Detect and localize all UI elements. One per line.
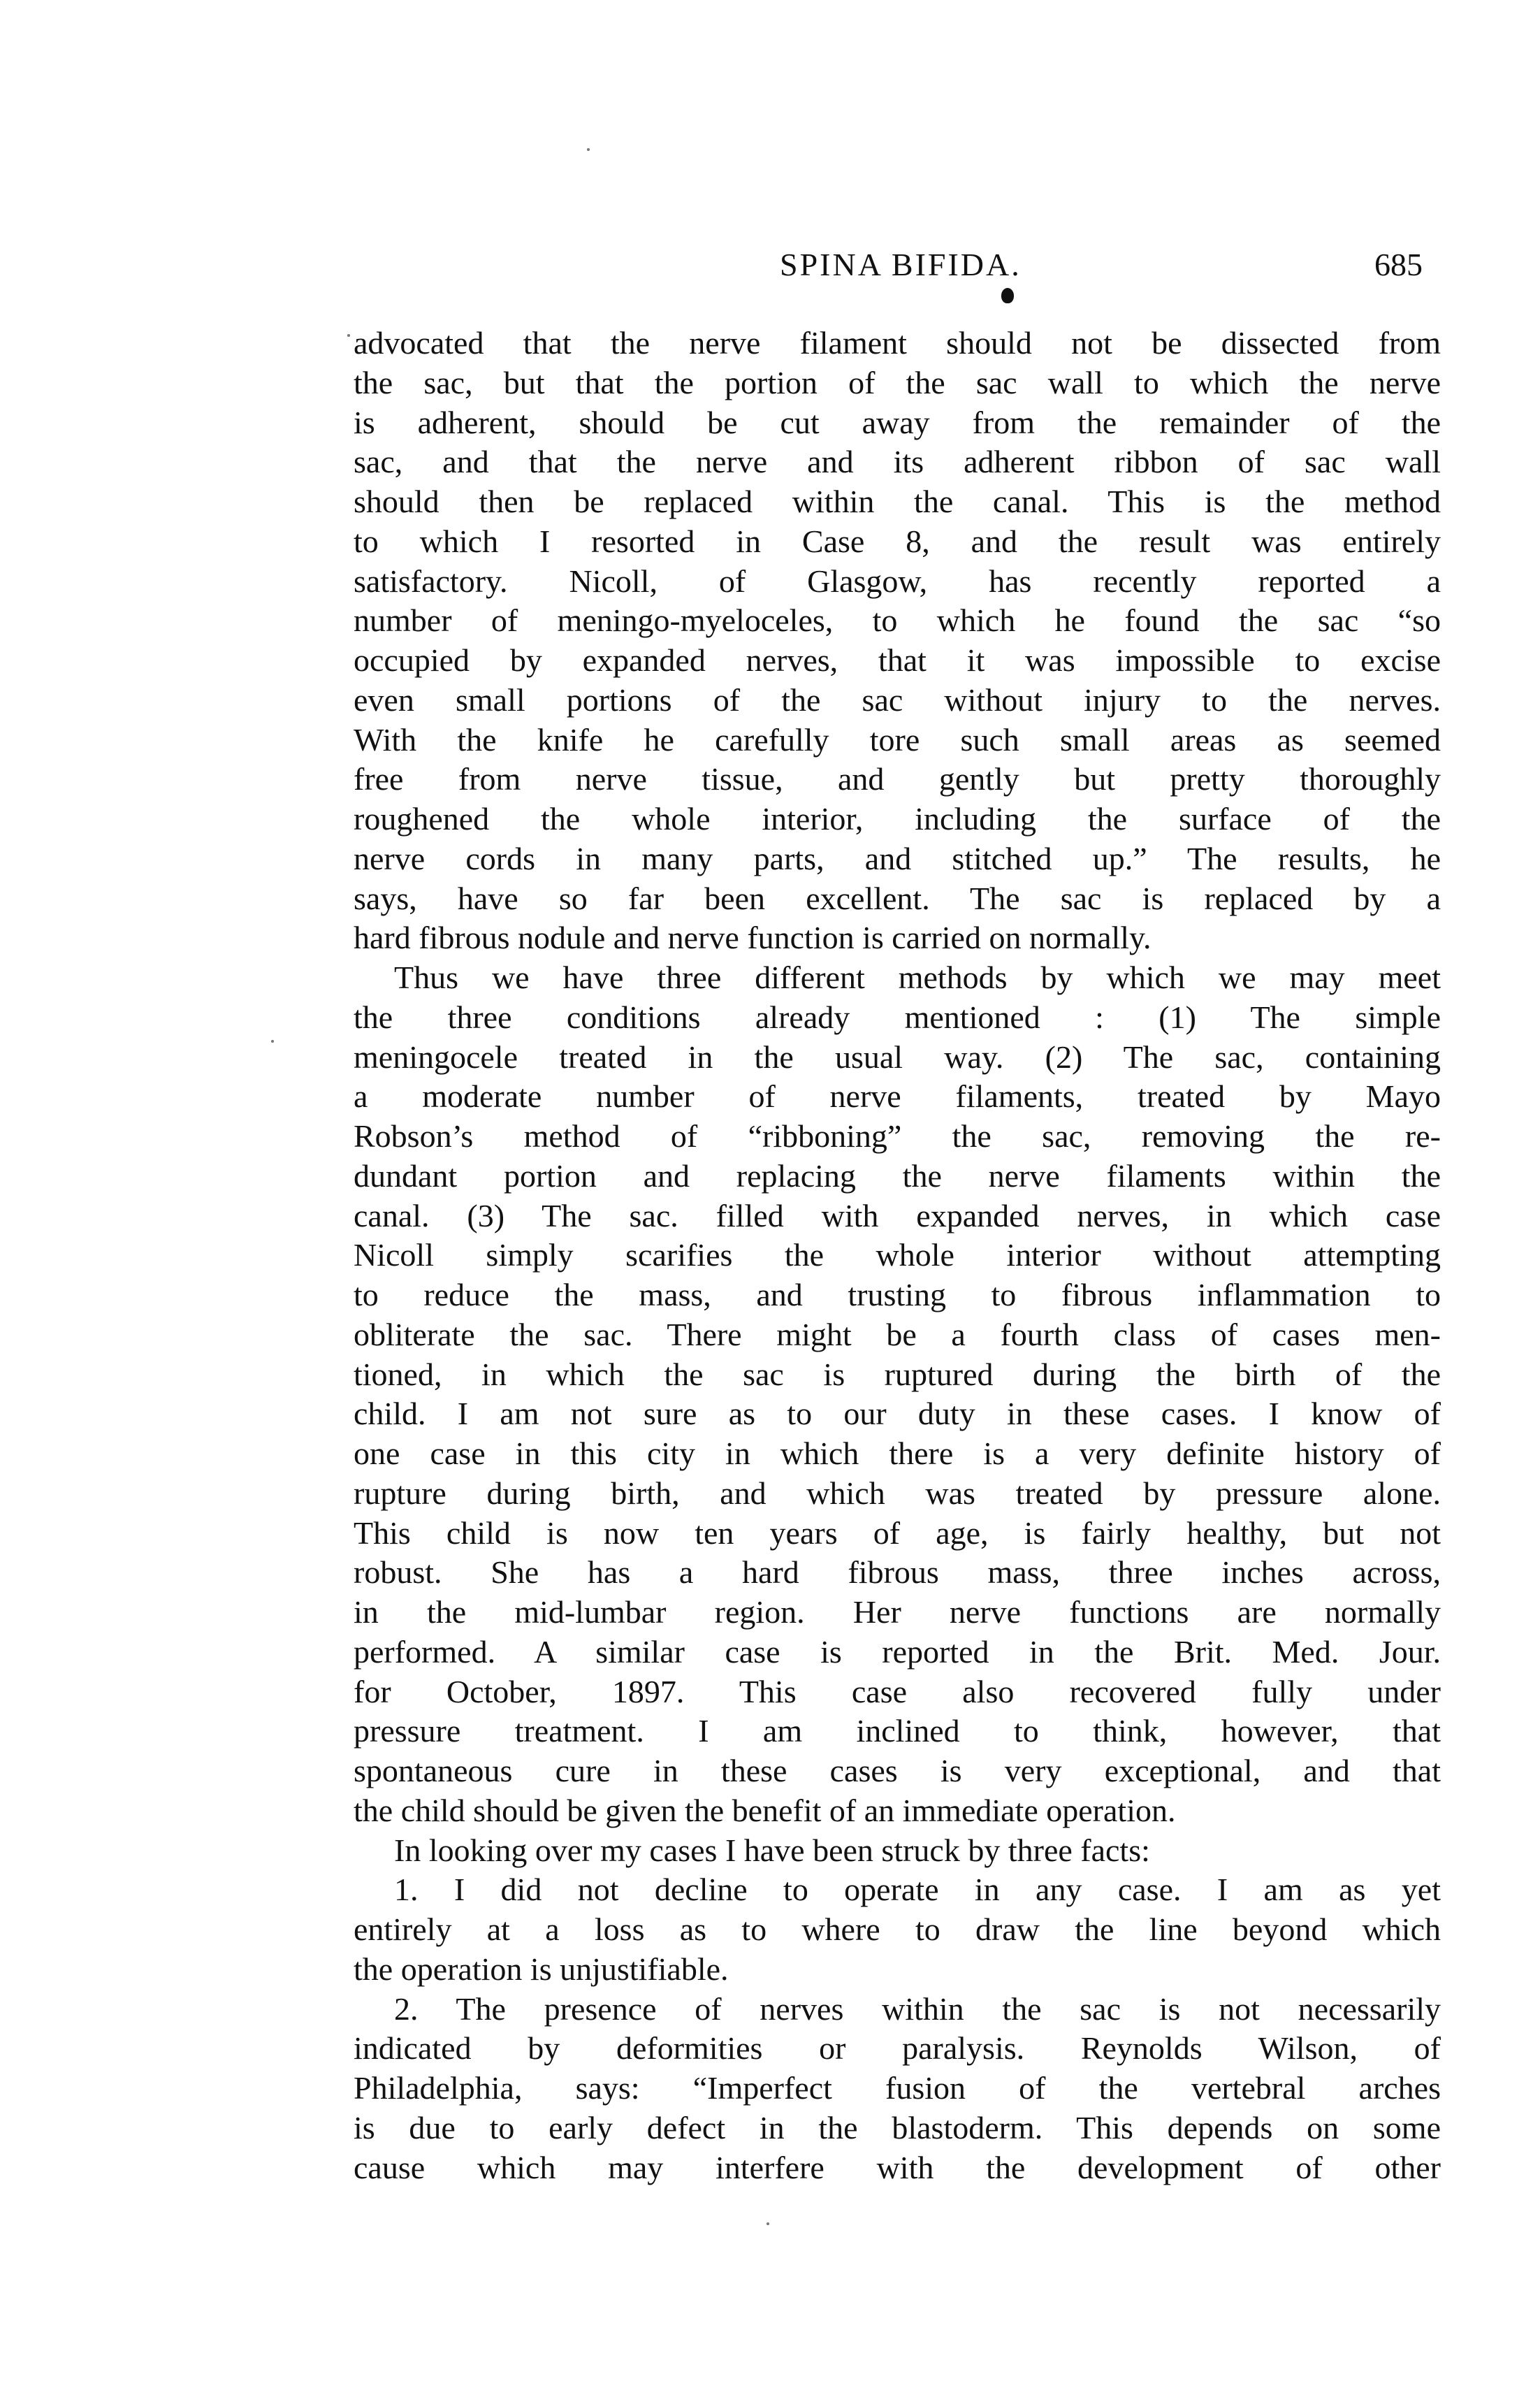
text-line: Nicoll simply scarifies the whole interior without attempting xyxy=(354,1237,1441,1273)
text-line: for October, 1897. This case also recovered fully under xyxy=(354,1673,1441,1709)
text-line: sac, and that the nerve and its adherent ribbon of sac wall xyxy=(354,444,1441,480)
text-line: free from nerve tissue, and gently but pretty thoroughly xyxy=(354,761,1441,797)
text-line: robust. She has a hard fibrous mass, three inches across, xyxy=(354,1554,1441,1591)
text-line: roughened the whole interior, including the surface of the xyxy=(354,801,1441,837)
text-line: the three conditions already mentioned : (1) The simple xyxy=(354,999,1441,1035)
text-line: hard fibrous nodule and nerve function is carried on normally. xyxy=(354,920,1152,956)
text-line: performed. A similar case is reported in the Brit. Med. Jour. xyxy=(354,1633,1441,1670)
stray-mark xyxy=(587,148,590,151)
list-item-line: 2. The presence of nerves within the sac is not necessarily xyxy=(394,1990,1441,2027)
text-line: occupied by expanded nerves, that it was impossible to excise xyxy=(354,642,1441,678)
text-line: entirely at a loss as to where to draw the line beyond which xyxy=(354,1911,1441,1947)
text-line: even small portions of the sac without injury to the nerves. xyxy=(354,681,1441,718)
paragraph-start-line: Thus we have three different methods by which we may meet xyxy=(394,960,1441,995)
text-line: dundant portion and replacing the nerve filaments within the xyxy=(354,1157,1441,1194)
text-line: This child is now ten years of age, is fairly healthy, but not xyxy=(354,1514,1441,1551)
text-line: in the mid-lumbar region. Her nerve functions are normally xyxy=(354,1594,1441,1630)
paragraph-start-line: In looking over my cases I have been struck by three facts: xyxy=(394,1832,1150,1868)
text-line: number of meningo-myeloceles, to which he found the sac “so xyxy=(354,602,1441,639)
text-line: one case in this city in which there is a very definite history of xyxy=(354,1435,1441,1471)
text-line: rupture during birth, and which was treated by pressure alone. xyxy=(354,1475,1441,1511)
text-line: nerve cords in many parts, and stitched up.” The results, he xyxy=(354,840,1441,876)
text-line: meningocele treated in the usual way. (2) The sac, containing xyxy=(354,1039,1441,1075)
running-title: SPINA BIFIDA. xyxy=(780,247,1022,282)
text-line: canal. (3) The sac. filled with expanded nerves, in which case xyxy=(354,1197,1441,1233)
text-line: a moderate number of nerve filaments, treated by Mayo xyxy=(354,1078,1441,1115)
text-line: tioned, in which the sac is ruptured during the birth of the xyxy=(354,1356,1441,1392)
text-line: the operation is unjustifiable. xyxy=(354,1951,729,1987)
text-line: says, have so far been excellent. The sac is replaced by a xyxy=(354,880,1441,916)
stray-mark xyxy=(347,334,350,337)
text-line: to reduce the mass, and trusting to fibrous inflammation to xyxy=(354,1277,1441,1312)
text-line: the child should be given the benefit of an immediate operation. xyxy=(354,1792,1176,1828)
text-line: Philadelphia, says: “Imperfect fusion of the vertebral arches xyxy=(354,2070,1441,2106)
text-line: is adherent, should be cut away from the remainder of the xyxy=(354,404,1441,440)
text-line: should then be replaced within the canal. This is the method xyxy=(354,484,1441,519)
text-line: pressure treatment. I am inclined to think, however, that xyxy=(354,1713,1441,1749)
text-line: is due to early defect in the blastoderm. This depends on some xyxy=(354,2109,1441,2146)
stray-mark xyxy=(271,1040,274,1043)
list-item-line: 1. I did not decline to operate in any case. I am as yet xyxy=(394,1872,1441,1908)
page-number: 685 xyxy=(1374,247,1423,282)
running-head xyxy=(0,246,1540,288)
text-line: satisfactory. Nicoll, of Glasgow, has recently reported a xyxy=(354,563,1441,599)
text-line: the sac, but that the portion of the sac wall to which the nerve xyxy=(354,364,1441,400)
text-line: to which I resorted in Case 8, and the result was entirely xyxy=(354,523,1441,559)
body-text xyxy=(354,324,1441,2187)
text-line: advocated that the nerve filament should not be dissected from xyxy=(354,325,1441,361)
text-line: indicated by deformities or paralysis. Reynolds Wilson, of xyxy=(354,2030,1441,2067)
text-line: With the knife he carefully tore such small areas as seemed xyxy=(354,721,1441,758)
text-line: Robson’s method of “ribboning” the sac, removing the re- xyxy=(354,1118,1441,1154)
stray-mark xyxy=(767,2222,769,2225)
text-line: obliterate the sac. There might be a fourth class of cases men- xyxy=(354,1316,1441,1352)
text-line: child. I am not sure as to our duty in these cases. I know of xyxy=(354,1396,1441,1432)
ink-blot xyxy=(1001,288,1014,303)
text-line: cause which may interfere with the development of other xyxy=(354,2149,1441,2185)
text-line: spontaneous cure in these cases is very exceptional, and that xyxy=(354,1753,1441,1788)
